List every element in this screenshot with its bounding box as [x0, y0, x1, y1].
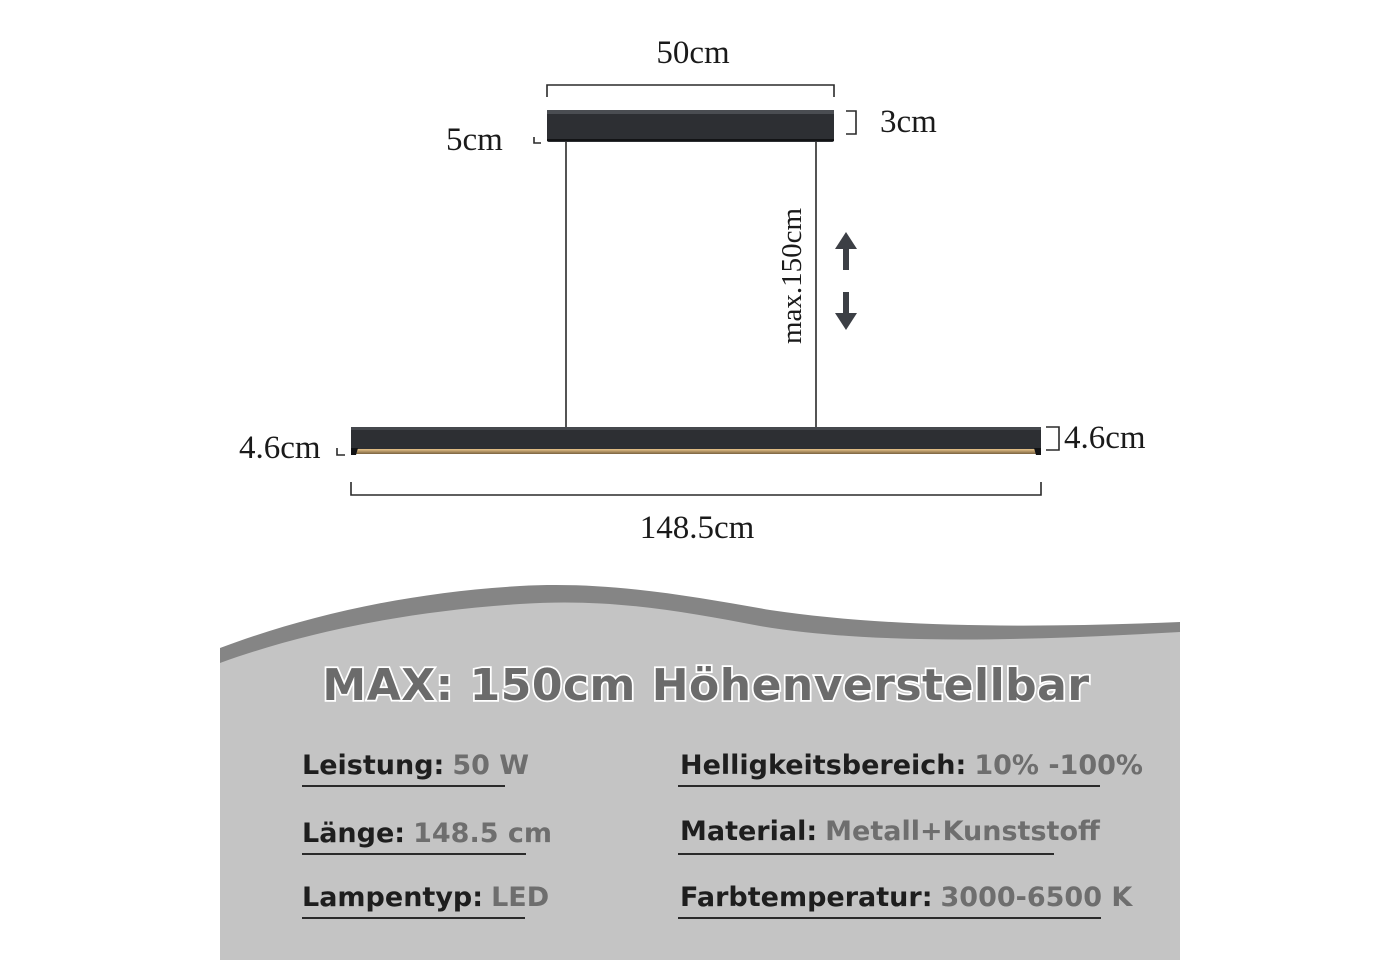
spec-label: Helligkeitsbereich: — [680, 750, 967, 781]
svg-text:Leistung:50 W — [302, 750, 529, 781]
canopy — [547, 110, 834, 142]
spec-farbtemperatur — [678, 882, 1133, 918]
spec-value: 10% -100% — [974, 750, 1143, 781]
canopy-width-label: 50cm — [656, 35, 730, 71]
up-down-arrows-icon — [835, 232, 857, 330]
spec-label: Lampentyp: — [302, 882, 484, 913]
lamp-bar — [351, 427, 1041, 455]
canopy-depth-mark — [534, 137, 541, 143]
spec-value: Metall+Kunststoff — [825, 816, 1100, 847]
spec-value: LED — [491, 882, 550, 913]
spec-label: Farbtemperatur: — [680, 882, 933, 913]
spec-label: Material: — [680, 816, 818, 847]
lamp-height-bracket — [1046, 427, 1059, 450]
spec-laenge — [302, 818, 552, 854]
svg-text:Lampentyp:LED — [302, 882, 549, 913]
canopy-height-label: 3cm — [880, 104, 937, 140]
spec-value: 3000-6500 K — [940, 882, 1133, 913]
svg-text:Helligkeitsbereich:10% -100% — [680, 750, 1143, 781]
spec-value: 148.5 cm — [413, 818, 553, 849]
headline: MAX: 150cm Höhenverstellbar — [322, 660, 1090, 711]
lamp-length-label: 148.5cm — [639, 510, 755, 546]
canopy-height-bracket — [846, 111, 856, 134]
svg-text:Farbtemperatur:3000-6500 K — [680, 882, 1133, 913]
lamp-depth-mark — [337, 448, 345, 455]
canopy-depth-label: 5cm — [446, 122, 503, 158]
spec-lampentyp — [302, 882, 549, 918]
svg-text:Material:Metall+Kunststoff — [680, 816, 1101, 847]
lamp-depth-label-right: 4.6cm — [1064, 420, 1146, 456]
spec-label: Leistung: — [302, 750, 445, 781]
led-diffuser — [356, 449, 1036, 454]
canopy-width-bracket — [547, 85, 834, 97]
svg-text:Länge:148.5 cm — [302, 818, 552, 849]
spec-value: 50 W — [452, 750, 530, 781]
spec-label: Länge: — [302, 818, 406, 849]
lamp-height-label-left: 4.6cm — [239, 430, 321, 466]
spec-helligkeitsbereich — [678, 750, 1143, 786]
suspension-length-label: max.150cm — [776, 207, 808, 345]
lamp-length-bracket — [351, 482, 1041, 495]
spec-leistung — [302, 750, 529, 786]
